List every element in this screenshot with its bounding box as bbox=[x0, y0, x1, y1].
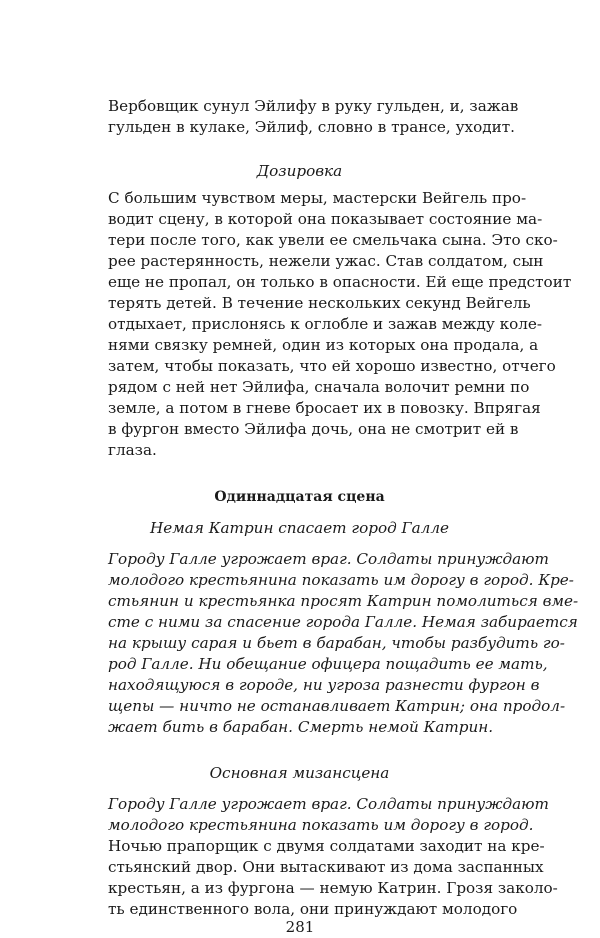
paragraph-2-line-3: тери после того, как увели ее смельчака сына. Это ско- bbox=[108, 231, 558, 249]
paragraph-1-line-2: гульден в кулаке, Эйлиф, словно в трансе, уходит. bbox=[108, 118, 515, 136]
subheading-scene-11: Немая Катрин спасает город Галле bbox=[149, 519, 449, 537]
paragraph-3-line-2: молодого крестьянина показать им дорогу в город. Кре- bbox=[108, 571, 574, 589]
paragraph-3-line-1: Городу Галле угрожает враг. Солдаты принуждают bbox=[108, 550, 549, 568]
paragraph-2-line-7: отдыхает, прислонясь к оглобле и зажав между коле- bbox=[108, 315, 543, 333]
page-number: 281 bbox=[285, 918, 315, 936]
paragraph-2-line-8: нями связку ремней, один из которых она продала, а bbox=[108, 336, 539, 354]
paragraph-2-line-12: в фургон вместо Эйлифа дочь, она не смотрит ей в bbox=[108, 420, 519, 438]
paragraph-2-line-5: еще не пропал, он только в опасности. Ей еще предстоит bbox=[108, 273, 572, 291]
paragraph-4-line-1: Ночью прапорщик с двумя солдатами заходит на кре- bbox=[108, 837, 545, 855]
paragraph-2-line-6: терять детей. В течение нескольких секунд Вейгель bbox=[108, 294, 531, 312]
paragraph-2-line-10: рядом с ней нет Эйлифа, сначала волочит ремни по bbox=[108, 378, 530, 396]
paragraph-2-line-1: С большим чувством меры, мастерски Вейгель про- bbox=[108, 189, 527, 207]
paragraph-4-italic-line-2: молодого крестьянина показать им дорогу в город. bbox=[108, 816, 534, 834]
paragraph-2-line-11: земле, а потом в гневе бросает их в повозку. Впрягая bbox=[108, 399, 541, 417]
heading-dosirovka: Дозировка bbox=[256, 162, 343, 180]
paragraph-3-line-9: жает бить в барабан. Смерть немой Катрин. bbox=[108, 718, 494, 736]
paragraph-4-line-3: крестьян, а из фургона — немую Катрин. Грозя заколо- bbox=[108, 879, 558, 897]
paragraph-3-line-7: находящуюся в городе, ни угроза разнести фургон в bbox=[108, 676, 540, 694]
paragraph-3-line-4: сте с ними за спасение города Галле. Немая забирается bbox=[108, 613, 578, 631]
paragraph-2-line-4: рее растерянность, нежели ужас. Став солдатом, сын bbox=[108, 252, 544, 270]
heading-scene-11: Одиннадцатая сцена bbox=[214, 489, 385, 505]
paragraph-4-line-4: ть единственного вола, они принуждают молодого bbox=[108, 900, 518, 918]
heading-mizanscena: Основная мизансцена bbox=[209, 764, 390, 782]
paragraph-2-line-13: глаза. bbox=[108, 441, 157, 459]
paragraph-3-line-8: щепы — ничто не останавливает Катрин; она продол- bbox=[108, 697, 566, 715]
paragraph-3-line-3: стьянин и крестьянка просят Катрин помолиться вме- bbox=[108, 592, 579, 610]
paragraph-4-italic-line-1: Городу Галле угрожает враг. Солдаты принуждают bbox=[108, 795, 549, 813]
paragraph-4-line-2: стьянский двор. Они вытаскивают из дома заспанных bbox=[108, 858, 544, 876]
paragraph-2-line-9: затем, чтобы показать, что ей хорошо известно, отчего bbox=[108, 357, 556, 375]
paragraph-1-line-1: Вербовщик сунул Эйлифу в руку гульден, и, зажав bbox=[108, 97, 519, 115]
paragraph-3-line-5: на крышу сарая и бьет в барабан, чтобы разбудить го- bbox=[108, 634, 565, 652]
paragraph-3-line-6: род Галле. Ни обещание офицера пощадить ее мать, bbox=[108, 655, 548, 673]
paragraph-2-line-2: водит сцену, в которой она показывает состояние ма- bbox=[108, 210, 543, 228]
